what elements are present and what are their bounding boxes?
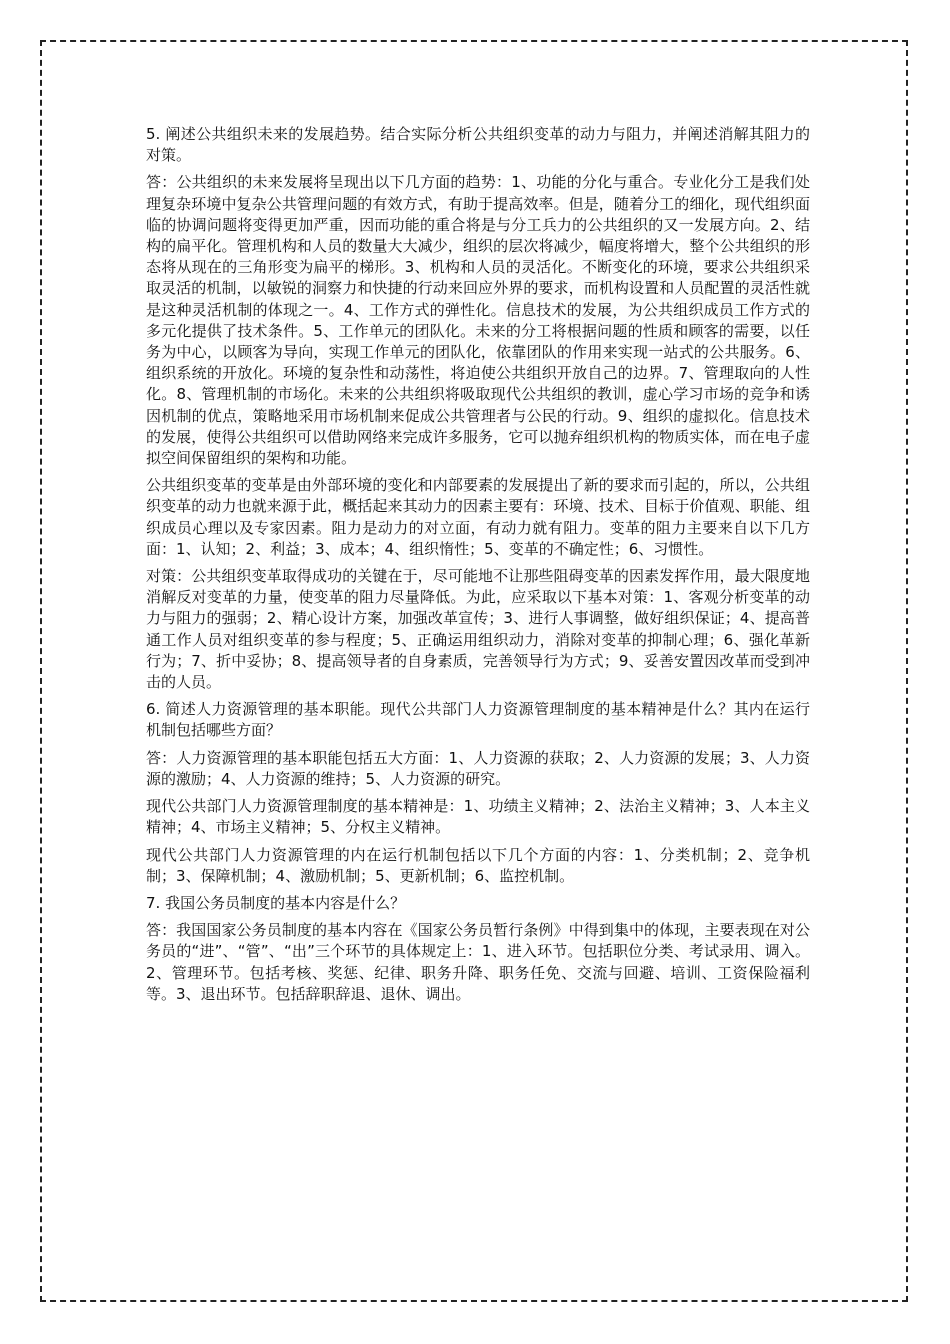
answer-6-mechanisms: 现代公共部门人力资源管理的内在运行机制包括以下几个方面的内容：1、分类机制；2、竞争机制；3、保障机制；4、激励机制；5、更新机制；6、监控机制。 [146, 845, 810, 885]
question-7: 7. 我国公务员制度的基本内容是什么？ [146, 893, 406, 912]
answer-6-spirit: 现代公共部门人力资源管理制度的基本精神是：1、功绩主义精神；2、法治主义精神；3、人本主义精神；4、市场主义精神；5、分权主义精神。 [146, 797, 810, 837]
question-6: 6. 简述人力资源管理的基本职能。现代公共部门人力资源管理制度的基本精神是什么？其内在运行机制包括哪些方面？ [146, 700, 810, 740]
answer-5-trends: 答：公共组织的未来发展将呈现出以下几方面的趋势：1、功能的分化与重合。专业化分工是我们处理复杂环境中复杂公共管理问题的有效方式，有助于提高效率。但是，随着分工的细化，现代组织面临的协调问题将变得更加严重，因而功能的重合将是与分工兵力的公共组织的又一发展方向。2、结构的扁平化。管理机构和人员的数量大大减少，组织的层次将减少，幅度将增大，整个公共组织的形态将从现在的三角形变为扁平的梯形。3、机构和人员的灵活化。不断变化的环境，要求公共组织采取灵活的机制，以敏锐的洞察力和快捷的行动来回应外界的要求，而机构设置和人员配置的灵活性就是这种灵活机制的体现之一。4、工作方式的弹性化。信息技术的发展，为公共组织成员工作方式的多元化提供了技术条件。5、工作单元的团队化。未来的分工将根据问题的性质和顾客的需要，以任务为中心，以顾客为导向，实现工作单元的团队化，依靠团队的作用来实现一站式的公共服务。6、组织系统的开放化。环境的复杂性和动荡性，将迫使公共组织开放自己的边界。7、管理取向的人性化。8、管理机制的市场化。未来的公共组织将吸取现代公共组织的教训，虚心学习市场的竞争和诱因机制的优点，策略地采用市场机制来促成公共管理者与公民的行动。9、组织的虚拟化。信息技术的发展，使得公共组织可以借助网络来完成许多服务，它可以抛弃组织机构的物质实体，而在电子虚拟空间保留组织的架构和功能。 [146, 173, 810, 468]
answer-7-civil-service: 答：我国国家公务员制度的基本内容在《国家公务员暂行条例》中得到集中的体现，主要表现在对公务员的“进”、“管”、“出”三个环节的具体规定上：1、进入环节。包括职位分类、考试录用、调入。2、管理环节。包括考核、奖惩、纪律、职务升降、职务任免、交流与回避、培训、工资保险福利等。3、退出环节。包括辞职辞退、退休、调出。 [146, 921, 810, 1003]
answer-5-countermeasures: 对策：公共组织变革取得成功的关键在于，尽可能地不让那些阻碍变革的因素发挥作用，最大限度地消解反对变革的力量，使变革的阻力尽量降低。为此，应采取以下基本对策：1、客观分析变革的动力与阻力的强弱；2、精心设计方案，加强改革宣传；3、进行人事调整，做好组织保证；4、提高普通工作人员对组织变革的参与程度；5、正确运用组织动力，消除对变革的抑制心理；6、强化革新行为；7、折中妥协；8、提高领导者的自身素质，完善领导行为方式；9、妥善安置因改革而受到冲击的人员。 [146, 567, 810, 692]
question-5: 5. 阐述公共组织未来的发展趋势。结合实际分析公共组织变革的动力与阻力，并阐述消解其阻力的对策。 [146, 125, 810, 165]
document-body [146, 124, 810, 1011]
answer-5-drivers-resistance: 公共组织变革的变革是由外部环境的变化和内部要素的发展提出了新的要求而引起的，所以，公共组织变革的动力也就来源于此，概括起来其动力的因素主要有：环境、技术、目标于价值观、职能、组织成员心理以及专家因素。阻力是动力的对立面，有动力就有阻力。变革的阻力主要来自以下几方面：1、认知；2、利益；3、成本；4、组织惰性；5、变革的不确定性；6、习惯性。 [146, 476, 810, 558]
answer-6-functions: 答：人力资源管理的基本职能包括五大方面：1、人力资源的获取；2、人力资源的发展；3、人力资源的激励；4、人力资源的维持；5、人力资源的研究。 [146, 748, 810, 788]
